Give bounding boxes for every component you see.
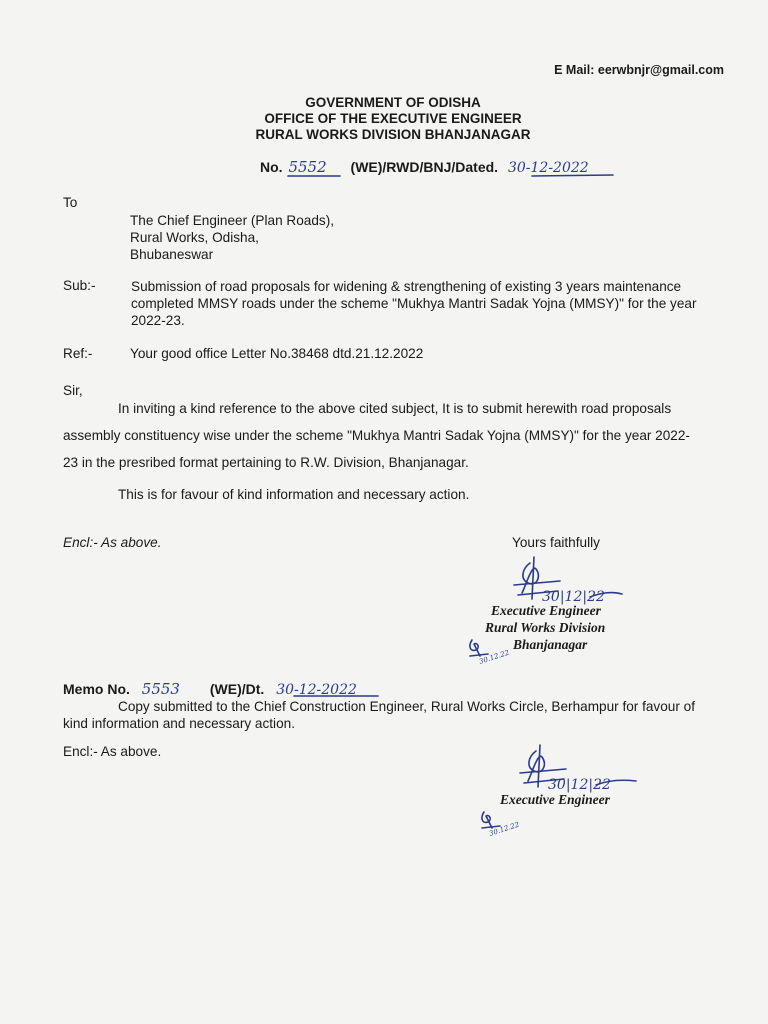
signature-2-date: 30|12|22 <box>548 777 611 793</box>
ref-text: Your good office Letter No.38468 dtd.21.12.2022 <box>130 346 424 361</box>
body-line-3: 23 in the presribed format pertaining to R.W. Division, Bhanjanagar. <box>63 455 469 470</box>
memo-date-handwritten: 30-12-2022 <box>276 682 357 698</box>
initial-mark-2 <box>478 808 538 842</box>
subject-line-1: Submission of road proposals for widening & strengthening of existing 3 years maintenance <box>131 279 682 294</box>
memo-text <box>63 698 733 732</box>
letter-no-handwritten: 5552 <box>288 158 327 176</box>
addressee-line-3: Bhubaneswar <box>130 247 214 262</box>
initial-2-date: 30.12.22 <box>488 820 521 838</box>
body-paragraph <box>63 395 733 476</box>
to-label: To <box>63 195 78 210</box>
body-paragraph-2: This is for favour of kind information and necessary action. <box>118 487 470 502</box>
letter-date-handwritten: 30-12-2022 <box>507 160 589 176</box>
letter-no-label: No. <box>260 159 283 175</box>
body-line-1: In inviting a kind reference to the above cited subject, It is to submit herewith road proposals <box>118 401 672 416</box>
signatory-1-title: Executive Engineer <box>491 603 601 618</box>
subject-line-2: completed MMSY roads under the scheme "Mukhya Mantri Sadak Yojna (MMSY)" for the year <box>131 296 697 311</box>
addressee-line-1: The Chief Engineer (Plan Roads), <box>130 213 335 228</box>
memo-line-2: kind information and necessary action. <box>63 716 295 731</box>
closing-yours-faithfully: Yours faithfully <box>512 535 600 550</box>
signature-2 <box>508 745 648 795</box>
subject-line-3: 2022-23. <box>131 313 185 328</box>
letterhead <box>0 95 768 143</box>
memo-line-1: Copy submitted to the Chief Construction Engineer, Rural Works Circle, Berhampur for favour of <box>118 699 695 714</box>
subject-text <box>131 278 697 329</box>
signatory-1-division: Rural Works Division <box>485 620 606 635</box>
signatory-1-place: Bhanjanagar <box>513 637 588 652</box>
letterhead-government: GOVERNMENT OF ODISHA <box>305 95 481 110</box>
body-line-2: assembly constituency wise under the scheme "Mukhya Mantri Sadak Yojna (MMSY)" for the year 2022- <box>63 428 690 443</box>
initial-mark-1 <box>466 636 526 670</box>
subject-label: Sub:- <box>63 278 96 293</box>
salutation: Sir, <box>63 383 83 398</box>
letterhead-division: RURAL WORKS DIVISION BHANJANAGAR <box>255 127 531 142</box>
enclosure-note: Encl:- As above. <box>63 535 162 550</box>
email-address: E Mail: eerwbnjr@gmail.com <box>554 63 724 77</box>
signatory-2-title: Executive Engineer <box>500 792 610 807</box>
memo-no-handwritten: 5553 <box>141 680 180 698</box>
underline-marks <box>280 168 620 180</box>
memo-enclosure: Encl:- As above. <box>63 744 162 759</box>
memo-no-label: Memo No. <box>63 681 130 697</box>
initial-1-date: 30.12.22 <box>478 648 511 666</box>
addressee-line-2: Rural Works, Odisha, <box>130 230 259 245</box>
signature-1-date: 30|12|22 <box>542 589 605 605</box>
letter-ref-code: (WE)/RWD/BNJ/Dated. <box>350 159 499 175</box>
addressee-block <box>130 212 334 263</box>
ref-label: Ref:- <box>63 346 93 361</box>
memo-ref-code: (WE)/Dt. <box>209 681 265 697</box>
letterhead-office: OFFICE OF THE EXECUTIVE ENGINEER <box>264 111 522 126</box>
